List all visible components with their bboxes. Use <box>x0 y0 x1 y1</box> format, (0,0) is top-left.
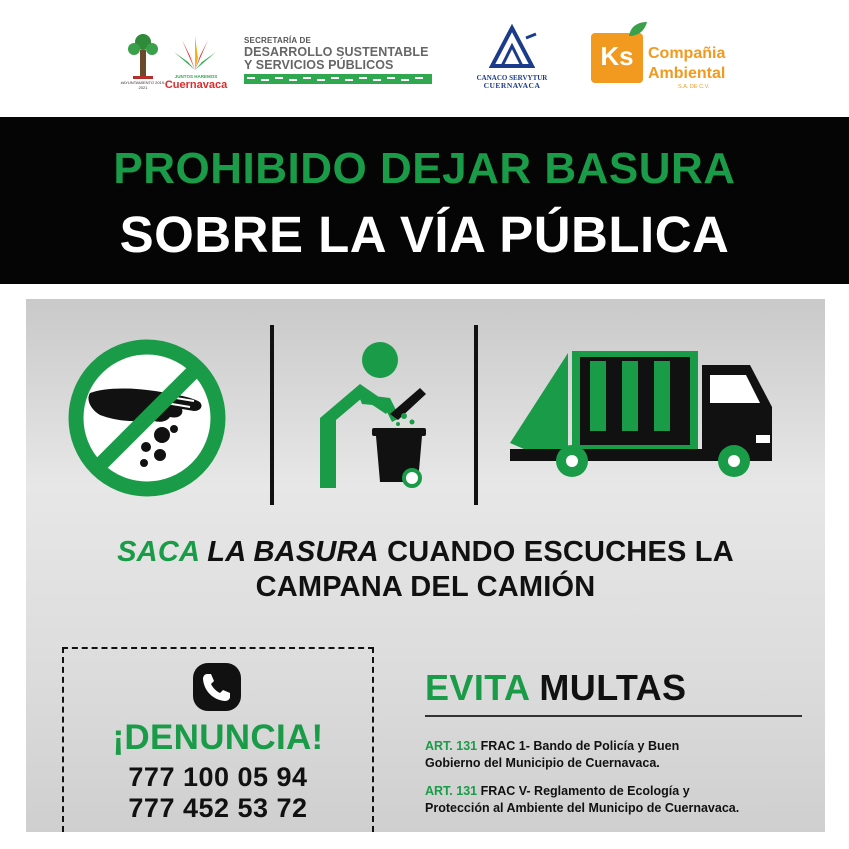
slogan-la-basura: LA BASURA <box>199 536 379 568</box>
article-2-text-2: Protección al Ambiente del Municipo de Cuernavaca. <box>425 801 740 815</box>
warning-banner <box>0 117 849 284</box>
canaco-line1: CANACO SERVYTUR <box>476 74 548 82</box>
ks-line3: S.A. DE C.V. <box>678 84 710 90</box>
article-2 <box>425 783 820 817</box>
banner-line-1: PROHIBIDO DEJAR BASURA <box>113 144 736 193</box>
divider-right <box>474 325 478 505</box>
person-trash-bin-icon <box>312 340 432 490</box>
slogan-rest: CUANDO ESCUCHES LA <box>378 536 734 568</box>
evita-multas-heading <box>425 667 686 709</box>
logos-row <box>0 0 849 115</box>
article-1-text-2: Gobierno del Municipio de Cuernavaca. <box>425 756 660 770</box>
banner-line-2: SOBRE LA VÍA PÚBLICA <box>119 206 730 263</box>
article-2-ref: ART. 131 <box>425 784 478 798</box>
secretaria-line1: SECRETARÍA DE <box>244 36 312 45</box>
slogan <box>26 535 825 605</box>
phone-icon <box>192 662 242 712</box>
slogan-line2: CAMPANA DEL CAMIÓN <box>255 571 596 603</box>
ks-mark: Ks <box>600 41 634 71</box>
slogan-saca: SACA <box>117 536 200 568</box>
secretaria-line3: Y SERVICIOS PÚBLICOS <box>244 58 394 72</box>
cuernavaca-flower-logo <box>170 32 220 74</box>
evita-rule <box>425 715 802 717</box>
secretaria-fret-pattern <box>244 74 432 84</box>
article-1-ref: ART. 131 <box>425 739 478 753</box>
no-littering-icon <box>66 337 228 499</box>
ayuntamiento-caption: #AYUNTAMIENTO 2019-2021 <box>120 80 166 90</box>
cuernavaca-tagline: JUNTOS HAREMOS <box>174 74 218 79</box>
article-1-text-1: FRAC 1- Bando de Policía y Buen <box>477 739 680 753</box>
secretaria-line2: DESARROLLO SUSTENTABLE <box>244 45 429 59</box>
leaf-icon <box>627 20 649 38</box>
cuernavaca-name: Cuernavaca <box>164 79 228 91</box>
article-2-text-1: FRAC V- Reglamento de Ecología y <box>477 784 690 798</box>
article-1 <box>425 738 820 772</box>
divider-left <box>270 325 274 505</box>
multas-word: MULTAS <box>529 667 687 708</box>
evita-word: EVITA <box>425 667 530 708</box>
garbage-truck-icon <box>510 345 790 480</box>
ks-line1: Compañia <box>648 45 726 62</box>
canaco-line2: CUERNAVACA <box>483 81 541 90</box>
denuncia-title: ¡DENUNCIA! <box>112 718 324 757</box>
ks-line2: Ambiental <box>648 65 726 82</box>
phone-number-2[interactable]: 777 452 53 72 <box>128 793 308 823</box>
canaco-logo <box>482 22 542 72</box>
phone-number-1[interactable]: 777 100 05 94 <box>128 762 308 792</box>
